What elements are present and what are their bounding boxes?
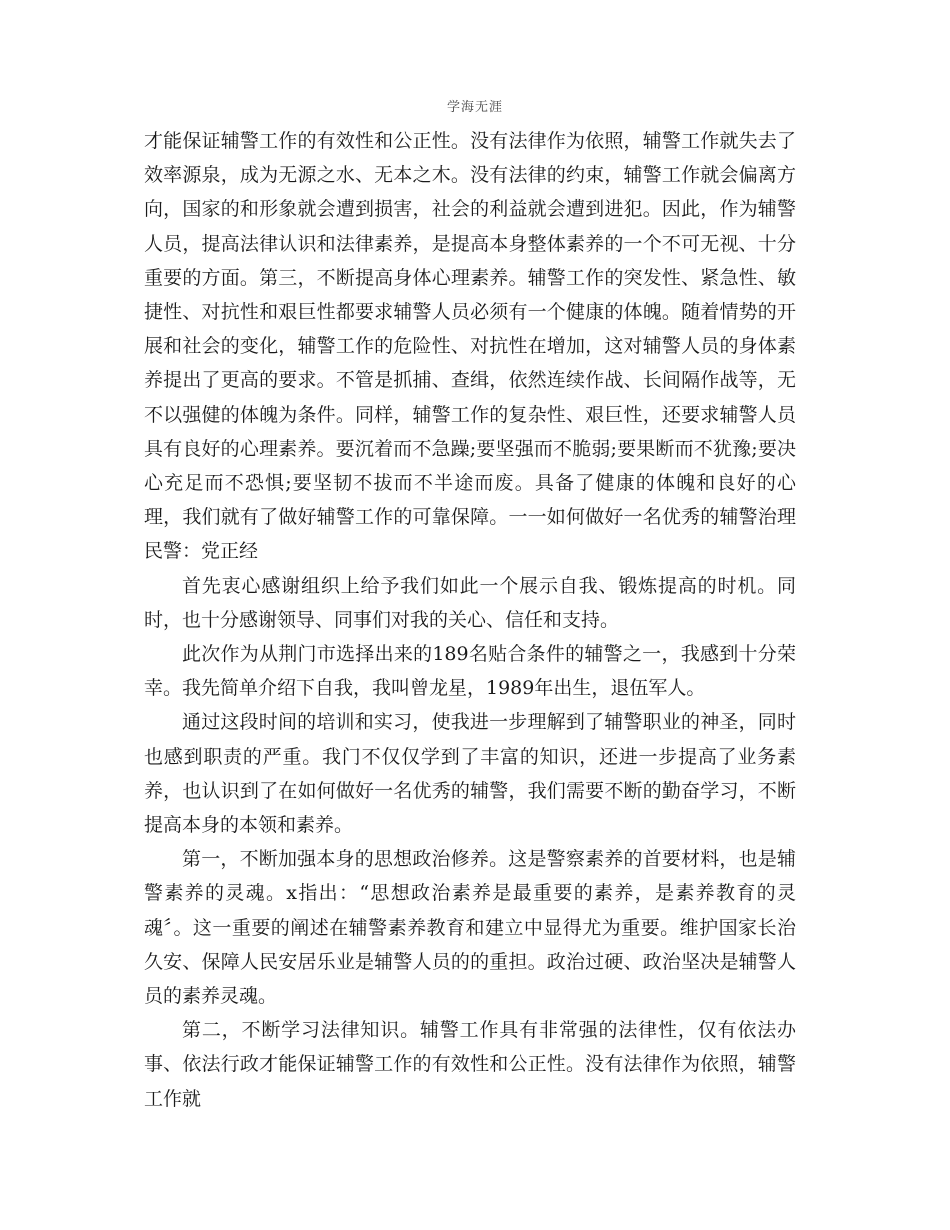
- paragraph-continuation: 才能保证辅警工作的有效性和公正性。没有法律作为依照，辅警工作就失去了效率源泉，成为无源之水、无本之木。没有法律的约束，辅警工作就会偏离方向，国家的和形象就会遭到损害，社会的利益就会遭到进犯。因此，作为辅警人员，提高法律认识和法律素养，是提高本身整体素养的一个不可无视、十分重要的方面。第三，不断提高身体心理素养。辅警工作的突发性、紧急性、敏捷性、对抗性和艰巨性都要求辅警人员必须有一个健康的体魄。随着情势的开展和社会的变化，辅警工作的危险性、对抗性在增加，这对辅警人员的身体素养提出了更高的要求。不管是抓捕、查缉，依然连续作战、长间隔作战等，无不以强健的体魄为条件。同样，辅警工作的复杂性、艰巨性，还要求辅警人员具有良好的心理素养。要沉着而不急躁;要坚强而不脆弱;要果断而不犹豫;要决心充足而不恐惧;要坚韧不拔而不半途而废。具备了健康的体魄和良好的心理，我们就有了做好辅警工作的可靠保障。一一如何做好一名优秀的辅警治理民警：党正经: [144, 130, 796, 563]
- paragraph-point-one: 第一，不断加强本身的思想政治修养。这是警察素养的首要材料，也是辅警素养的灵魂。x指出：“思想政治素养是最重要的素养，是素养教育的灵魂〞。这一重要的阐述在辅警素养教育和建立中显得尤为重要。维护国家长治久安、保障人民安居乐业是辅警人员的的重担。政治过硬、政治坚决是辅警人员的素养灵魂。: [144, 848, 796, 1008]
- paragraph-thanks: 首先衷心感谢组织上给予我们如此一个展示自我、锻炼提高的时机。同时，也十分感谢领导、同事们对我的关心、信任和支持。: [144, 574, 796, 631]
- running-header: 学海无涯: [446, 100, 503, 115]
- document-body: [144, 124, 796, 1116]
- paragraph-training: 通过这段时间的培训和实习，使我进一步理解到了辅警职业的神圣，同时也感到职责的严重。我门不仅仅学到了丰富的知识，还进一步提高了业务素养，也认识到了在如何做好一名优秀的辅警，我们需要不断的勤奋学习，不断提高本身的本领和素养。: [144, 711, 796, 837]
- paragraph-introduction: 此次作为从荆门市选择出来的189名贴合条件的辅警之一，我感到十分荣幸。我先简单介绍下自我，我叫曾龙星，1989年出生，退伍军人。: [144, 643, 796, 700]
- paragraph-point-two: 第二，不断学习法律知识。辅警工作具有非常强的法律性，仅有依法办事、依法行政才能保证辅警工作的有效性和公正性。没有法律作为依照，辅警工作就: [144, 1019, 796, 1110]
